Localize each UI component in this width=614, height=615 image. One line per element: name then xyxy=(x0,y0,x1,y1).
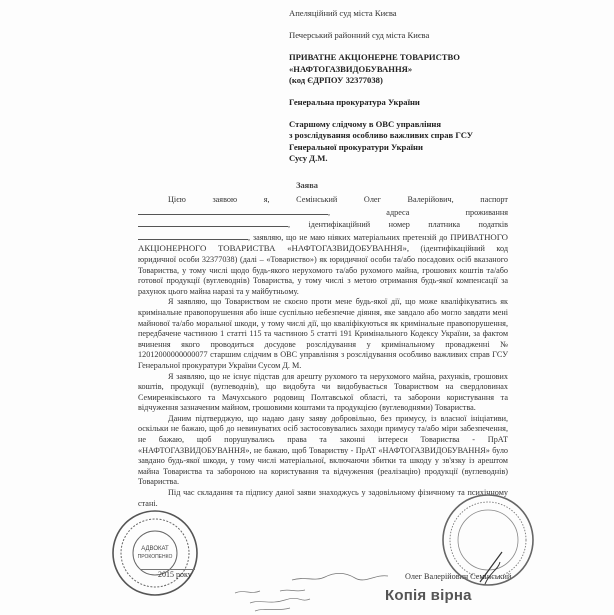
handwritten-notes-icon xyxy=(230,585,370,615)
handwritten-tax-id-field xyxy=(138,231,248,240)
handwritten-signature-icon xyxy=(290,568,390,584)
document-title: Заява xyxy=(296,181,318,190)
signer-name: Олег Валерійович Семінський xyxy=(405,572,512,581)
paragraph-1: Цією заявою я, Семінський Олег Валерійович, паспорт , адреса проживання , ідентифікаційний номер платника податків , заявляю, що не маю ніяких матеріальних претензій до ПРИВАТНОГО АКЦІОНЕРНОГО ТОВАРИСТВА «НАФТОГАЗВИДОБУВАННЯ», (ідентифікаційний код юридичної особи 32377038) (далі – «Товариство») як юридичної особи та/або посадових осіб вказаного Товариства, у тому числі щодо будь-якого нерухомого та/або рухомого майна, грошових коштів та/або готової продукції (вуглеводнів) Товариства, у тому числі з метою отримання будь-якої компенсації за рахунок цього майна наразі та у майбутньому. xyxy=(138,195,509,296)
certified-copy-stamp: Копія вірна xyxy=(385,587,472,604)
svg-text:АДВОКАТ: АДВОКАТ xyxy=(141,546,169,552)
handwritten-passport-field xyxy=(138,206,328,215)
notary-seal-left-icon xyxy=(110,508,200,598)
paragraph-2: Я заявляю, що Товариством не скоєно проти мене будь-якої дії, що може кваліфікуватись як кримінальне правопорушення або інше суспільно небезпечне діяння, яке завдало або могло завдати мені майнової та/або моральної шкоди, у тому числі дії, що кваліфікуються як кримінальне правопорушення, передбачене частиною 1 статті 115 та частиною 5 статті 191 Кримінального Кодексу України, за фактом вчинення якого проводиться досудове розслідування у кримінальному провадженні № 12012000000000077 старшим слідчим в ОВС управління з розслідування особливо важливих справ ГСУ Генеральної прокуратури України Сусом Д. М. xyxy=(138,297,508,370)
addressee-company: ПРИВАТНЕ АКЦІОНЕРНЕ ТОВАРИСТВО «НАФТОГАЗВИДОБУВАННЯ» (код ЄДРПОУ 32377038) xyxy=(289,52,460,85)
paragraph-4: Даним підтверджую, що надаю дану заяву добровільно, без примусу, із власної ініціативи, оскільки не бажаю, щоб до невинуватих осіб застосовувались заходи примусу та/або міри забезпечення, не бажаю, щоб порушувались права та законні інтереси Товариства - ПрАТ «НАФТОГАЗВИДОБУВАННЯ», не бажаю, щоб Товариству - ПрАТ «НАФТОГАЗВИДОБУВАННЯ» було завдано будь-якої шкоди, у тому числі матеріальної, включаючи збитки та шкоду у зв'язку із арештом майна Товариства та забороною на користування та відчуження (реалізацію) продукції (вуглеводнів) Товариства. xyxy=(138,413,508,487)
addressee-block xyxy=(289,8,529,175)
statement-body xyxy=(138,195,508,509)
paragraph-3: Я заявляю, що не існує підстав для арешту рухомого та нерухомого майна, рахунків, грошових коштів, продукції (вуглеводнів), що видобута чи видобувається Товариством на свердловинах Семиренківського та Мачухського родовищ Полтавської області, та заборони користування та відчуження зазначеним майном, грошовими коштами та продукцією (вуглеводнями) Товариства. xyxy=(138,371,508,413)
signature-date: 2015 року xyxy=(158,570,192,579)
paragraph-5: Під час складання та підпису даної заяви знаходжусь у задовільному фізичному та психічному стані. xyxy=(138,488,508,508)
official-seal-right-icon xyxy=(440,492,536,588)
svg-text:ПРОКОПЕНКО: ПРОКОПЕНКО xyxy=(137,554,173,560)
addressee-district-court: Печерський районний суд міста Києва xyxy=(289,30,430,41)
handwritten-address-field xyxy=(138,218,288,227)
addressee-appeal-court: Апеляційний суд міста Києва xyxy=(289,8,397,18)
addressee-investigator: Старшому слідчому в ОВС управління з розслідування особливо важливих справ ГСУ Генеральної прокуратури України Сусу Д.М. xyxy=(289,119,474,163)
addressee-prosecutor: Генеральна прокуратура України xyxy=(289,97,420,108)
